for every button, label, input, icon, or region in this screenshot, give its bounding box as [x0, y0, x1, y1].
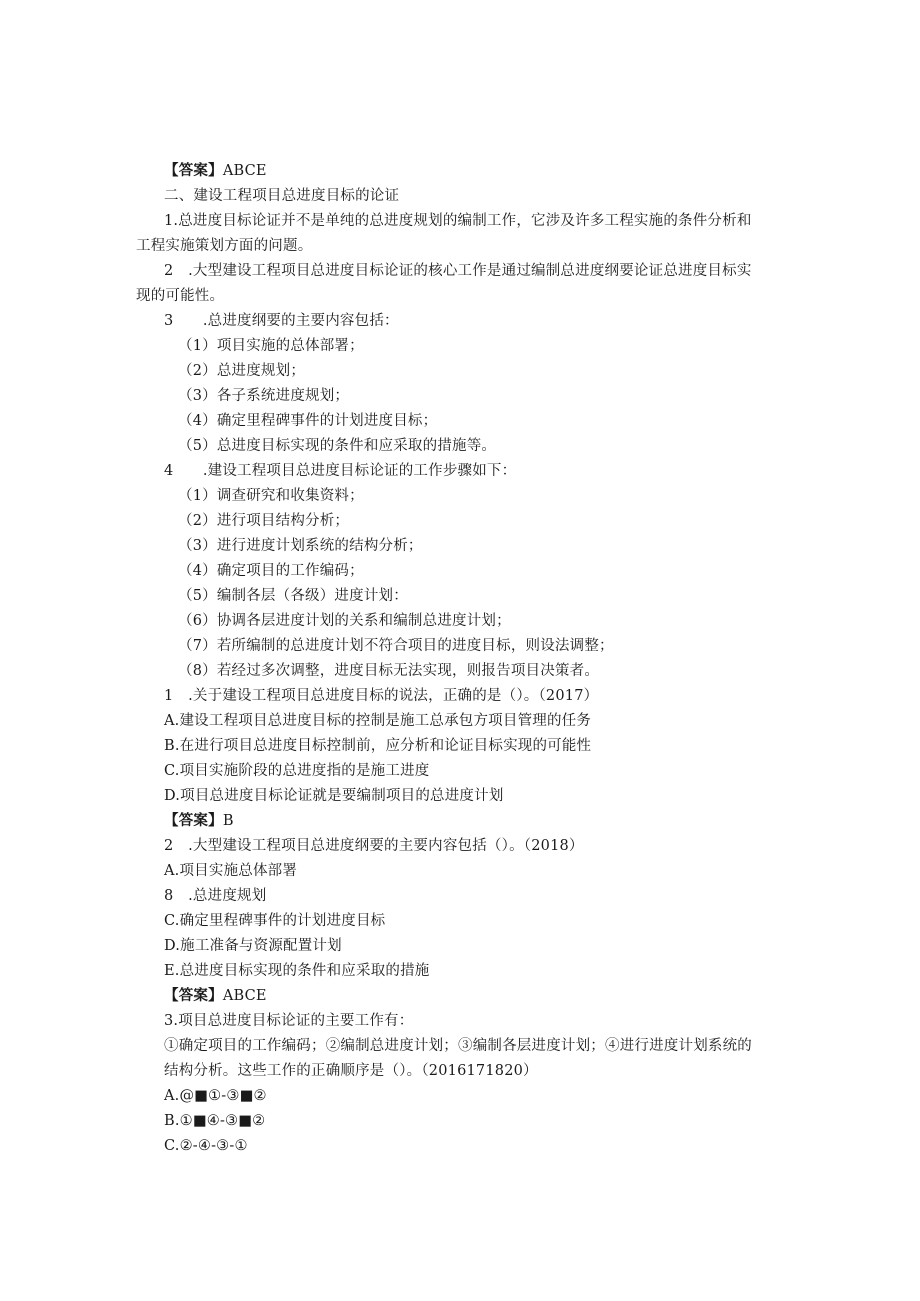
question-2-option-b: 8 .总进度规划 — [164, 888, 267, 904]
paragraph-2-line-1: 2 .大型建设工程项目总进度目标论证的核心工作是通过编制总进度纲要论证总进度目标实 — [164, 263, 752, 279]
question-2-option-d: D.施工准备与资源配置计划 — [164, 938, 342, 954]
list-item: （4）确定项目的工作编码； — [178, 563, 364, 579]
list-item: （1）调查研究和收集资料； — [178, 488, 364, 504]
question-1-option-d: D.项目总进度目标论证就是要编制项目的总进度计划 — [164, 788, 504, 804]
question-2-option-a: A.项目实施总体部署 — [164, 863, 298, 879]
list-item: （5）总进度目标实现的条件和应采取的措施等。 — [178, 438, 497, 454]
question-3-line-1: ①确定项目的工作编码；②编制总进度计划；③编制各层进度计划；④进行进度计划系统的 — [164, 1038, 752, 1054]
question-1-option-b: B.在进行项目总进度目标控制前，应分析和论证目标实现的可能性 — [164, 738, 592, 754]
paragraph-1-line-1: 1.总进度目标论证并不是单纯的总进度规划的编制工作，它涉及许多工程实施的条件分析和 — [164, 213, 752, 229]
answer-label: 【答案】 — [164, 987, 223, 1004]
list-item: （2）进行项目结构分析； — [178, 513, 350, 529]
list-item: （1）项目实施的总体部署； — [178, 338, 364, 354]
answer-value: ABCE — [222, 988, 267, 1004]
paragraph-3-title: 3 .总进度纲要的主要内容包括： — [164, 313, 399, 329]
answer-label: 【答案】 — [164, 162, 223, 179]
list-item: （6）协调各层进度计划的关系和编制总进度计划； — [178, 613, 511, 629]
question-2-option-e: E.总进度目标实现的条件和应采取的措施 — [164, 963, 430, 979]
list-item: （3）进行进度计划系统的结构分析； — [178, 538, 423, 554]
list-item: （2）总进度规划； — [178, 363, 306, 379]
question-2-option-c: C.确定里程碑事件的计划进度目标 — [164, 913, 386, 929]
answer-value: B — [222, 813, 234, 829]
paragraph-2-line-2: 现的可能性。 — [136, 288, 225, 304]
question-2-answer — [164, 986, 267, 1006]
question-1-answer — [164, 811, 234, 831]
paragraph-1-line-2: 工程实施策划方面的问题。 — [136, 238, 313, 254]
paragraph-4-title: 4 .建设工程项目总进度目标论证的工作步骤如下： — [164, 463, 517, 479]
question-3-option-c: C.②-④-③-① — [164, 1138, 248, 1154]
list-item: （5）编制各层（各级）进度计划： — [178, 588, 408, 604]
question-3-option-b: B.①■④-③■② — [164, 1113, 266, 1129]
section-heading: 二、建设工程项目总进度目标的论证 — [164, 188, 400, 204]
question-3-line-2: 结构分析。这些工作的正确顺序是（）。（2016171820） — [164, 1063, 538, 1079]
list-item: （3）各子系统进度规划； — [178, 388, 350, 404]
question-3-stem: 3.项目总进度目标论证的主要工作有： — [164, 1013, 414, 1029]
question-1-stem: 1 .关于建设工程项目总进度目标的说法，正确的是（）。（2017） — [164, 688, 599, 704]
list-item: （7）若所编制的总进度计划不符合项目的进度目标，则设法调整； — [178, 638, 614, 654]
answer-line-1 — [164, 161, 267, 181]
list-item: （8）若经过多次调整，进度目标无法实现，则报告项目决策者。 — [178, 663, 600, 679]
list-item: （4）确定里程碑事件的计划进度目标； — [178, 413, 438, 429]
question-2-stem: 2 .大型建设工程项目总进度纲要的主要内容包括（）。（2018） — [164, 838, 584, 854]
answer-label: 【答案】 — [164, 812, 223, 829]
question-1-option-c: C.项目实施阶段的总进度指的是施工进度 — [164, 763, 430, 779]
question-1-option-a: A.建设工程项目总进度目标的控制是施工总承包方项目管理的任务 — [164, 713, 592, 729]
question-3-option-a: A.@■①-③■② — [164, 1088, 267, 1104]
answer-value: ABCE — [222, 163, 267, 179]
